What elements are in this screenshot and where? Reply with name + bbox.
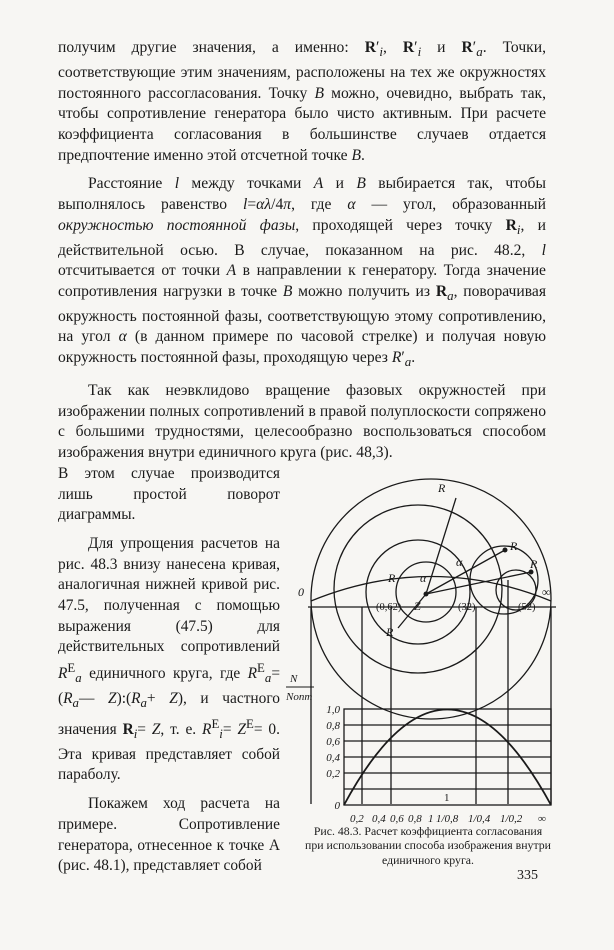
page-body	[58, 38, 551, 884]
figure-caption: Рис. 48.3. Расчет коэффициента согласования при использовании способа изображения внутри единичного круга.	[305, 823, 551, 867]
label-ri: R	[388, 570, 396, 585]
y-tick: 0,6	[326, 735, 340, 748]
label-062: (0,62)	[376, 601, 402, 613]
label-alpha-1: α	[420, 570, 427, 585]
label-32: (32)	[458, 601, 476, 613]
label-z: Z	[414, 598, 421, 613]
two-column-section	[58, 464, 551, 884]
paragraph-4: В этом случае производится лишь простой поворот диаграммы.	[58, 464, 280, 524]
label-infinity: ∞	[542, 584, 551, 599]
x-tick: 1/0,2	[500, 812, 523, 825]
x-tick: 1	[428, 812, 434, 825]
figure-48-3	[286, 464, 566, 825]
y-tick: 0	[334, 799, 340, 812]
x-tick-infinity: ∞	[538, 812, 546, 825]
x-tick: 0,4	[372, 812, 386, 825]
paragraph-3: Так как неэвклидово вращение фазовых окружностей при изображении полных сопротивлений в правой полуплоскости сопряжено с большими трудностями, целесообразно воспользоваться способом изображения внутри единичного круга (рис. 48,3).	[58, 381, 546, 462]
y-label-top: N	[290, 672, 298, 685]
y-tick: 0,8	[326, 719, 340, 732]
label-origin: 0	[298, 584, 304, 599]
label-ra: R	[438, 480, 446, 495]
paragraph-2: Расстояние l между точками A и B выбирается так, чтобы выполнялось равенство l=αλ/4π, где α — угол, образованный окружностью постоянной фазы, проходящей через точку $R_i$, и действительной осью. В случае, показанном на рис. 48.2, l отсчитывается от точки A в направлении к генератору. Тогда значение сопротивления нагрузки в точке B можно получить из $R_a$, поворачивая окружность постоянной фазы, соответствующую этому сопротивлению, на угол α (в данном примере по часовой стрелке) и получая новую окружность постоянной фазы, проходящую через $R'_a$.	[58, 175, 547, 370]
label-ra-prime: R	[510, 538, 518, 553]
x-tick: 0,8	[408, 812, 422, 825]
x-tick: 1/0,4	[468, 812, 491, 825]
unit-circle	[311, 479, 551, 719]
chart-one-label: 1	[444, 791, 450, 804]
paragraph-6: Покажем ход расчета на примере. Сопротивление генератора, отнесенное к точке A (рис. 48.1), представляет собой	[58, 795, 280, 875]
x-tick: 0,6	[390, 812, 404, 825]
x-tick: 0,2	[350, 812, 364, 825]
left-column	[58, 464, 280, 877]
paragraph-5: Для упрощения расчетов на рис. 48.3 внизу нанесена кривая, аналогичная нижней кривой рис. 47.5, полученная с помощью выражения (47.5) для действительных сопротивлений $R^E_a$ единичного круга, где $R^E_a=(R_a—$ $Z):(R_a+ Z)$, и частного значения $R_i= Z$, т. е. $R^E_i= Z^E= 0$. Эта кривая представляет собой параболу.	[58, 534, 280, 784]
paragraph-1: получим другие значения, а именно: $R'_i$, $R'_i$ и $R'_a$. Точки, соответствующие этим значениям, расположены на тех же окружностях постоянного рассогласования. Точку B можно, очевидно, выбрать так, чтобы сопротивление генератора было чисто активным. При расчете коэффициента согласования в большинстве случаев отдается предпочтение именно этой отсчетной точке B.	[58, 39, 546, 164]
y-tick: 0,2	[326, 767, 340, 780]
y-label-bottom: Nопт	[286, 690, 313, 703]
phase-circle-large	[334, 505, 502, 673]
label-alpha-2: α	[456, 554, 463, 569]
y-tick: 1,0	[326, 703, 340, 716]
x-tick: 1/0,8	[436, 812, 459, 825]
label-ri-bar: R	[386, 624, 394, 639]
y-tick: 0,4	[326, 751, 340, 764]
label-52: (52)	[518, 601, 536, 613]
label-ra-dprime: R	[530, 556, 538, 571]
phase-circle-mid	[366, 540, 470, 644]
page-number: 335	[517, 868, 538, 883]
